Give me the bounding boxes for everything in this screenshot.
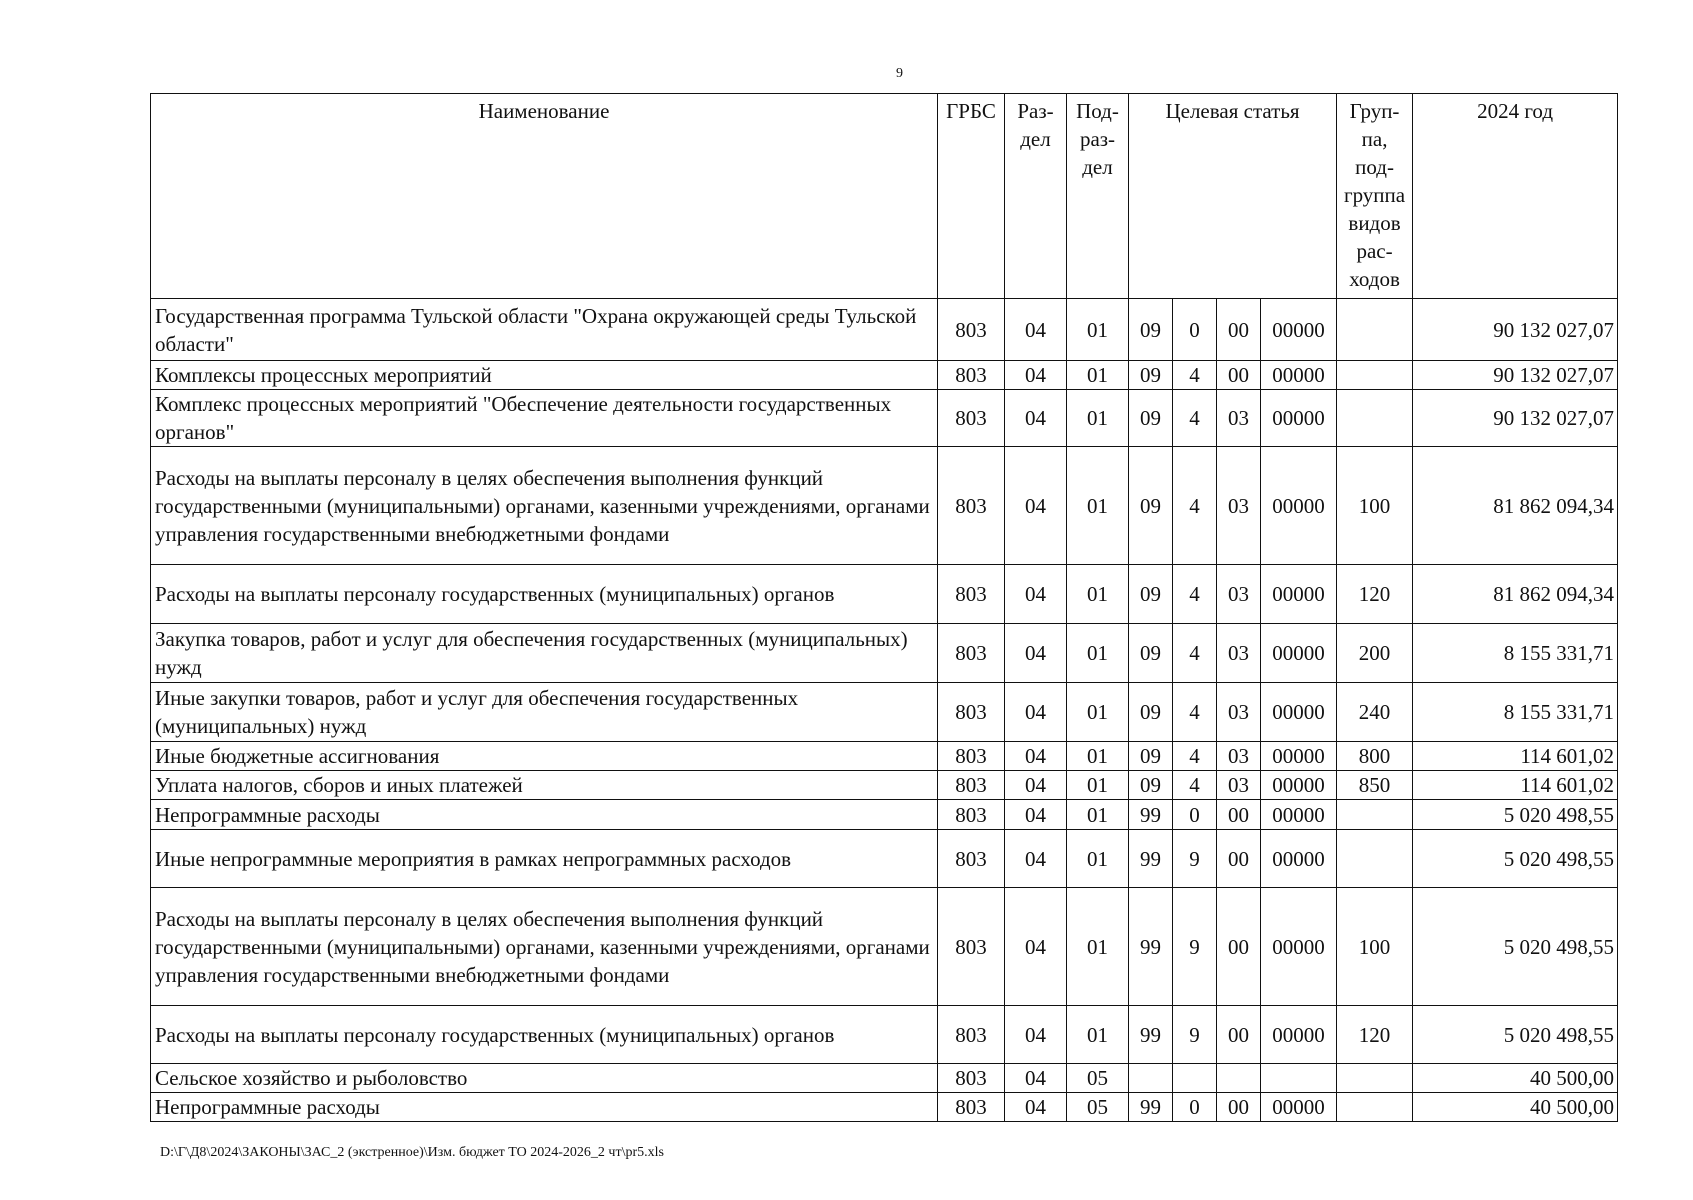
cell-grbs: 803: [938, 361, 1005, 390]
cell-target-complex: 00: [1217, 830, 1261, 888]
cell-amount: 8 155 331,71: [1413, 683, 1618, 742]
cell-expense-group: [1337, 1064, 1413, 1093]
cell-razdel: 04: [1005, 742, 1067, 771]
table-row: [151, 565, 1618, 624]
cell-grbs: 803: [938, 1093, 1005, 1122]
cell-target-type: 4: [1173, 390, 1217, 447]
table-row: [151, 888, 1618, 1006]
cell-target-direction: 00000: [1261, 771, 1337, 800]
cell-target-complex: 00: [1217, 888, 1261, 1006]
cell-razdel: 04: [1005, 624, 1067, 683]
cell-target-complex: 03: [1217, 771, 1261, 800]
cell-target-direction: 00000: [1261, 683, 1337, 742]
cell-target-program: 99: [1129, 800, 1173, 830]
cell-target-type: 4: [1173, 771, 1217, 800]
cell-expense-group: 100: [1337, 888, 1413, 1006]
cell-name: Непрограммные расходы: [151, 1093, 938, 1122]
cell-target-program: 09: [1129, 771, 1173, 800]
cell-podrazdel: 01: [1067, 299, 1129, 361]
cell-razdel: 04: [1005, 830, 1067, 888]
cell-target-type: 9: [1173, 1006, 1217, 1064]
cell-target-direction: 00000: [1261, 1093, 1337, 1122]
cell-expense-group: 120: [1337, 565, 1413, 624]
cell-target-direction: [1261, 1064, 1337, 1093]
table-row: [151, 447, 1618, 565]
cell-amount: 40 500,00: [1413, 1064, 1618, 1093]
cell-podrazdel: 01: [1067, 830, 1129, 888]
cell-expense-group: 240: [1337, 683, 1413, 742]
cell-target-type: 9: [1173, 830, 1217, 888]
cell-target-type: 4: [1173, 361, 1217, 390]
cell-target-type: 0: [1173, 299, 1217, 361]
cell-amount: 40 500,00: [1413, 1093, 1618, 1122]
header-expense-group: Груп- па, под- группа видов рас- ходов: [1337, 94, 1413, 299]
cell-grbs: 803: [938, 447, 1005, 565]
cell-target-complex: 00: [1217, 299, 1261, 361]
cell-grbs: 803: [938, 800, 1005, 830]
cell-razdel: 04: [1005, 361, 1067, 390]
cell-grbs: 803: [938, 683, 1005, 742]
cell-razdel: 04: [1005, 565, 1067, 624]
cell-podrazdel: 01: [1067, 565, 1129, 624]
cell-name: Уплата налогов, сборов и иных платежей: [151, 771, 938, 800]
cell-grbs: 803: [938, 888, 1005, 1006]
cell-target-complex: 00: [1217, 800, 1261, 830]
cell-expense-group: [1337, 800, 1413, 830]
cell-target-complex: 03: [1217, 565, 1261, 624]
cell-target-complex: 03: [1217, 624, 1261, 683]
cell-target-program: 99: [1129, 1006, 1173, 1064]
cell-target-direction: 00000: [1261, 299, 1337, 361]
cell-target-direction: 00000: [1261, 624, 1337, 683]
cell-target-complex: 00: [1217, 1093, 1261, 1122]
cell-target-type: 0: [1173, 800, 1217, 830]
cell-expense-group: 100: [1337, 447, 1413, 565]
cell-podrazdel: 01: [1067, 771, 1129, 800]
cell-amount: 81 862 094,34: [1413, 447, 1618, 565]
cell-amount: 8 155 331,71: [1413, 624, 1618, 683]
cell-podrazdel: 05: [1067, 1064, 1129, 1093]
cell-razdel: 04: [1005, 1093, 1067, 1122]
cell-target-direction: 00000: [1261, 888, 1337, 1006]
cell-expense-group: 850: [1337, 771, 1413, 800]
cell-target-direction: 00000: [1261, 565, 1337, 624]
cell-target-direction: 00000: [1261, 742, 1337, 771]
cell-amount: 114 601,02: [1413, 771, 1618, 800]
cell-razdel: 04: [1005, 771, 1067, 800]
table-row: [151, 830, 1618, 888]
cell-podrazdel: 01: [1067, 888, 1129, 1006]
cell-target-direction: 00000: [1261, 830, 1337, 888]
cell-name: Государственная программа Тульской области "Охрана окружающей среды Тульской области": [151, 299, 938, 361]
cell-target-complex: 00: [1217, 361, 1261, 390]
cell-name: Комплекс процессных мероприятий "Обеспечение деятельности государственных органов": [151, 390, 938, 447]
cell-target-complex: 03: [1217, 390, 1261, 447]
cell-razdel: 04: [1005, 800, 1067, 830]
cell-target-type: 4: [1173, 683, 1217, 742]
cell-target-program: 09: [1129, 361, 1173, 390]
cell-name: Расходы на выплаты персоналу государственных (муниципальных) органов: [151, 565, 938, 624]
cell-target-program: 09: [1129, 299, 1173, 361]
table-row: [151, 800, 1618, 830]
table-row: [151, 1064, 1618, 1093]
header-podrazdel: Под- раз- дел: [1067, 94, 1129, 299]
cell-target-direction: 00000: [1261, 390, 1337, 447]
cell-grbs: 803: [938, 1006, 1005, 1064]
footer-file-path: D:\Г\Д8\2024\ЗАКОНЫ\ЗАС_2 (экстренное)\Изм. бюджет ТО 2024-2026_2 чт\pr5.xls: [160, 1145, 664, 1160]
cell-target-program: 99: [1129, 888, 1173, 1006]
cell-razdel: 04: [1005, 888, 1067, 1006]
cell-name: Иные закупки товаров, работ и услуг для обеспечения государственных (муниципальных) нужд: [151, 683, 938, 742]
table-row: [151, 1006, 1618, 1064]
page-number: 9: [896, 66, 903, 81]
cell-target-program: 99: [1129, 1093, 1173, 1122]
cell-target-complex: 03: [1217, 447, 1261, 565]
cell-podrazdel: 01: [1067, 447, 1129, 565]
header-name: Наименование: [151, 94, 938, 299]
cell-grbs: 803: [938, 565, 1005, 624]
cell-grbs: 803: [938, 299, 1005, 361]
cell-expense-group: 200: [1337, 624, 1413, 683]
header-row: [151, 94, 1618, 299]
cell-target-type: 4: [1173, 447, 1217, 565]
table-row: [151, 742, 1618, 771]
cell-podrazdel: 05: [1067, 1093, 1129, 1122]
cell-razdel: 04: [1005, 390, 1067, 447]
cell-expense-group: [1337, 390, 1413, 447]
table-row: [151, 624, 1618, 683]
cell-podrazdel: 01: [1067, 1006, 1129, 1064]
cell-amount: 5 020 498,55: [1413, 1006, 1618, 1064]
cell-expense-group: [1337, 361, 1413, 390]
cell-razdel: 04: [1005, 299, 1067, 361]
cell-expense-group: [1337, 299, 1413, 361]
cell-grbs: 803: [938, 624, 1005, 683]
cell-target-program: 99: [1129, 830, 1173, 888]
cell-name: Сельское хозяйство и рыболовство: [151, 1064, 938, 1093]
header-grbs: ГРБС: [938, 94, 1005, 299]
cell-name: Иные непрограммные мероприятия в рамках непрограммных расходов: [151, 830, 938, 888]
cell-target-direction: 00000: [1261, 361, 1337, 390]
cell-amount: 90 132 027,07: [1413, 299, 1618, 361]
cell-amount: 114 601,02: [1413, 742, 1618, 771]
table-row: [151, 771, 1618, 800]
cell-target-type: 4: [1173, 565, 1217, 624]
cell-razdel: 04: [1005, 683, 1067, 742]
cell-grbs: 803: [938, 742, 1005, 771]
cell-target-program: 09: [1129, 565, 1173, 624]
cell-expense-group: [1337, 1093, 1413, 1122]
cell-target-type: 0: [1173, 1093, 1217, 1122]
table-row: [151, 390, 1618, 447]
cell-name: Расходы на выплаты персоналу в целях обеспечения выполнения функций государственными (муниципальными) органами, казенными учреждениями, органами управления государственными внебюджетными фондами: [151, 888, 938, 1006]
cell-amount: 5 020 498,55: [1413, 830, 1618, 888]
cell-target-type: 4: [1173, 742, 1217, 771]
cell-podrazdel: 01: [1067, 390, 1129, 447]
table-row: [151, 299, 1618, 361]
cell-target-direction: 00000: [1261, 1006, 1337, 1064]
cell-target-direction: 00000: [1261, 800, 1337, 830]
cell-podrazdel: 01: [1067, 624, 1129, 683]
header-razdel: Раз- дел: [1005, 94, 1067, 299]
cell-razdel: 04: [1005, 447, 1067, 565]
cell-target-program: 09: [1129, 742, 1173, 771]
cell-expense-group: 120: [1337, 1006, 1413, 1064]
cell-target-complex: 03: [1217, 742, 1261, 771]
cell-name: Закупка товаров, работ и услуг для обеспечения государственных (муниципальных) нужд: [151, 624, 938, 683]
cell-amount: 90 132 027,07: [1413, 390, 1618, 447]
cell-target-program: 09: [1129, 624, 1173, 683]
cell-podrazdel: 01: [1067, 800, 1129, 830]
cell-amount: 81 862 094,34: [1413, 565, 1618, 624]
cell-target-type: 4: [1173, 624, 1217, 683]
cell-amount: 90 132 027,07: [1413, 361, 1618, 390]
cell-amount: 5 020 498,55: [1413, 800, 1618, 830]
budget-table: [150, 93, 1618, 1122]
cell-target-program: 09: [1129, 447, 1173, 565]
cell-target-program: [1129, 1064, 1173, 1093]
cell-podrazdel: 01: [1067, 683, 1129, 742]
cell-razdel: 04: [1005, 1006, 1067, 1064]
header-year: 2024 год: [1413, 94, 1618, 299]
cell-grbs: 803: [938, 390, 1005, 447]
cell-grbs: 803: [938, 771, 1005, 800]
table-row: [151, 683, 1618, 742]
cell-target-direction: 00000: [1261, 447, 1337, 565]
cell-name: Иные бюджетные ассигнования: [151, 742, 938, 771]
cell-target-complex: 00: [1217, 1006, 1261, 1064]
cell-grbs: 803: [938, 830, 1005, 888]
cell-target-program: 09: [1129, 683, 1173, 742]
cell-name: Расходы на выплаты персоналу государственных (муниципальных) органов: [151, 1006, 938, 1064]
cell-podrazdel: 01: [1067, 361, 1129, 390]
cell-name: Непрограммные расходы: [151, 800, 938, 830]
cell-name: Комплексы процессных мероприятий: [151, 361, 938, 390]
cell-razdel: 04: [1005, 1064, 1067, 1093]
cell-target-program: 09: [1129, 390, 1173, 447]
cell-target-complex: [1217, 1064, 1261, 1093]
cell-target-type: 9: [1173, 888, 1217, 1006]
table-body: [151, 299, 1618, 1122]
table-row: [151, 1093, 1618, 1122]
cell-grbs: 803: [938, 1064, 1005, 1093]
cell-amount: 5 020 498,55: [1413, 888, 1618, 1006]
header-target-article: Целевая статья: [1129, 94, 1337, 299]
cell-expense-group: 800: [1337, 742, 1413, 771]
cell-name: Расходы на выплаты персоналу в целях обеспечения выполнения функций государственными (муниципальными) органами, казенными учреждениями, органами управления государственными внебюджетными фондами: [151, 447, 938, 565]
cell-target-type: [1173, 1064, 1217, 1093]
cell-expense-group: [1337, 830, 1413, 888]
cell-target-complex: 03: [1217, 683, 1261, 742]
cell-podrazdel: 01: [1067, 742, 1129, 771]
table-row: [151, 361, 1618, 390]
